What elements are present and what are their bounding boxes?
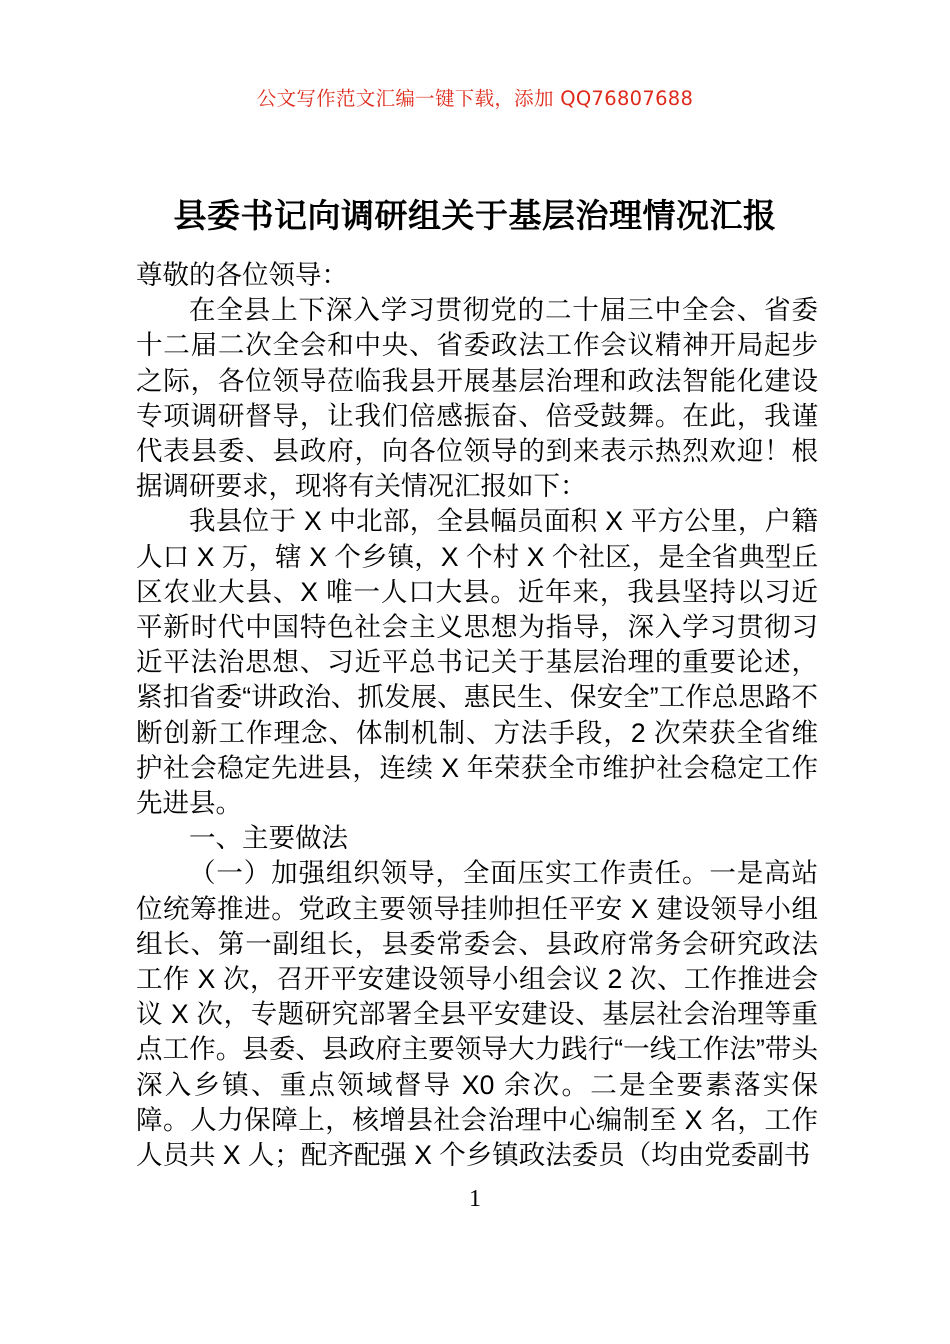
salutation-line: 尊敬的各位领导： xyxy=(136,260,348,290)
promo-header-text: 公文写作范文汇编一键下载，添加 QQ76807688 xyxy=(256,87,694,110)
paragraph-intro: 在全县上下深入学习贯彻党的二十届三中全会、省委十二届二次全会和中央、省委政法工作会议精神开局起步之际，各位领导莅临我县开展基层治理和政法智能化建设专项调研督导，让我们倍感振奋、倍受鼓舞。在此，我谨代表县委、县政府，向各位领导的到来表示热烈欢迎！根据调研要求，现将有关情况汇报如下： xyxy=(136,295,818,502)
document-body xyxy=(136,258,818,1173)
paragraph-county-overview: 我县位于 X 中北部，全县幅员面积 X 平方公里，户籍人口 X 万，辖 X 个乡镇，X 个村 X 个社区，是全省典型丘区农业大县、X 唯一人口大县。近年来，我县坚持以习近平新时代中国特色社会主义思想为指导，深入学习贯彻习近平法治思想、习近平总书记关于基层治理的重要论述，紧扣省委“讲政治、抓发展、惠民生、保安全”工作总思路不断创新工作理念、体制机制、方法手段，2 次荣获全省维护社会稳定先进县，连续 X 年荣获全市维护社会稳定工作先进县。 xyxy=(136,506,818,819)
paragraph-organizational-leadership: （一）加强组织领导，全面压实工作责任。一是高站位统筹推进。党政主要领导挂帅担任平安 X 建设领导小组组长、第一副组长，县委常委会、县政府常务会研究政法工作 X 次，召开平安建设领导小组会议 2 次、工作推进会议 X 次，专题研究部署全县平安建设、基层社会治理等重点工作。县委、县政府主要领导大力践行“一线工作法”带头深入乡镇、重点领域督导 X0 余次。二是全要素落实保障。人力保障上，核增县社会治理中心编制至 X 名，工作人员共 X 人；配齐配强 X 个乡镇政法委员（均由党委副书 xyxy=(136,858,818,1171)
page-title: 县委书记向调研组关于基层治理情况汇报 xyxy=(173,197,777,235)
page-number: 1 xyxy=(469,1186,481,1212)
section-heading-main-practices: 一、主要做法 xyxy=(189,823,348,854)
